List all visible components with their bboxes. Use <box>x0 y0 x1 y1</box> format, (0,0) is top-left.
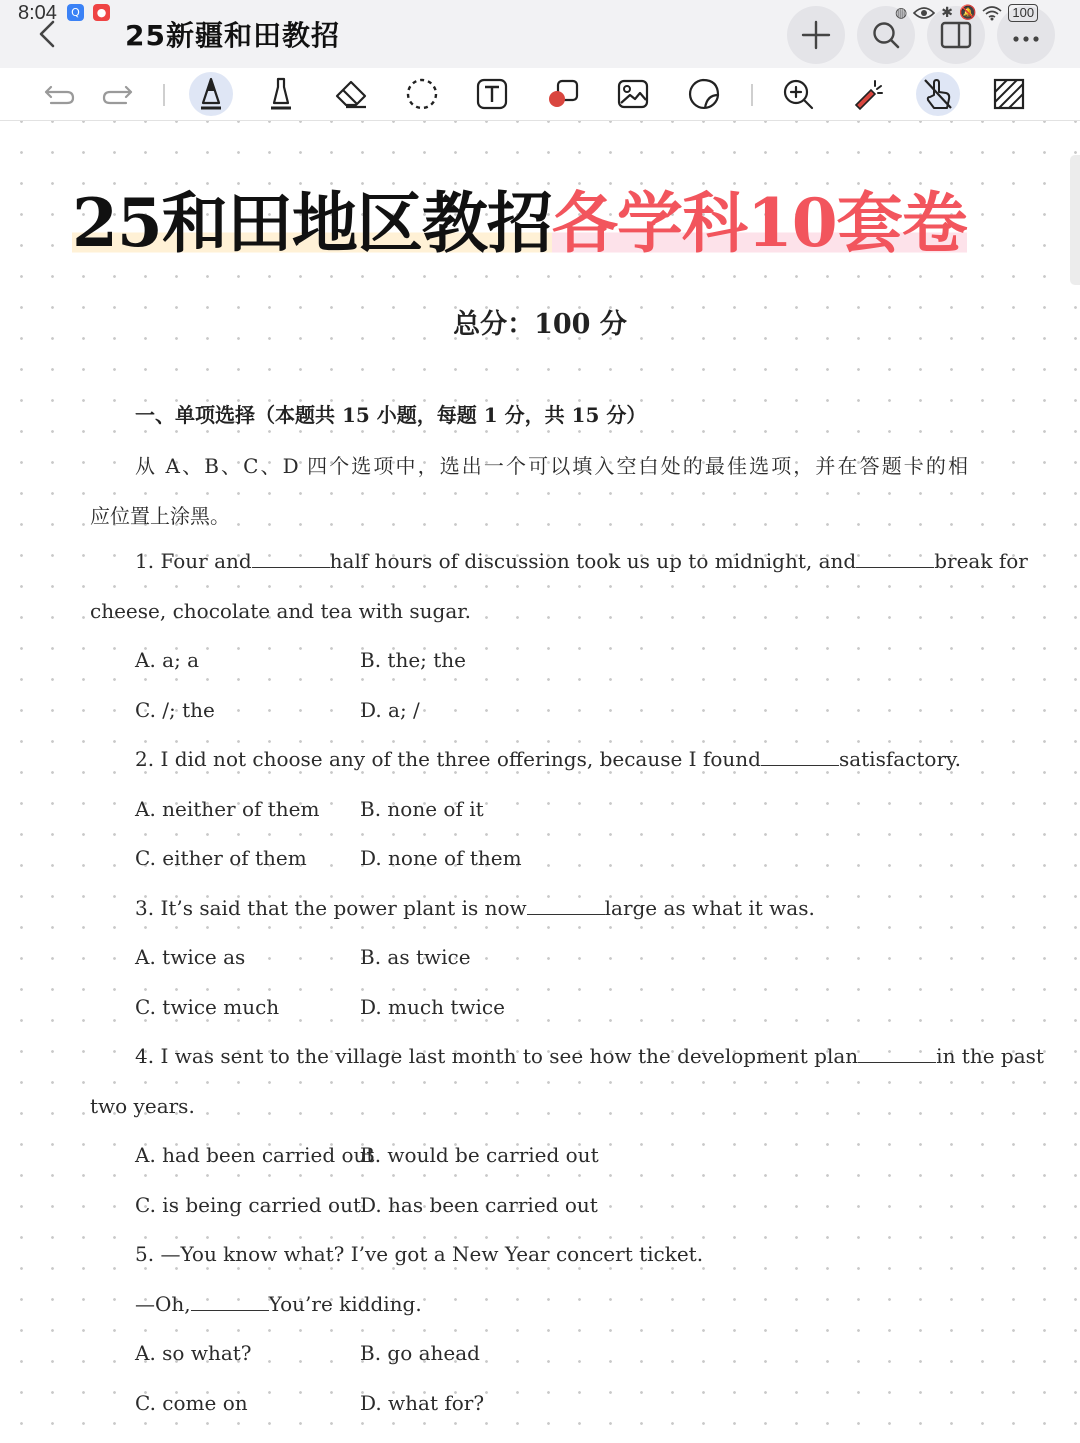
banner-title-red: 各学科10套卷 <box>551 184 967 262</box>
option-b: B. none of it <box>360 797 484 821</box>
option-c: C. come on <box>135 1391 248 1415</box>
question-text: half hours of discussion took us up to midnight, and <box>329 549 857 573</box>
answer-blank <box>761 747 839 766</box>
sticker-icon <box>687 77 721 111</box>
back-button[interactable] <box>28 14 68 54</box>
option-b: B. go ahead <box>360 1341 480 1365</box>
mute-icon: 🔕 <box>958 5 977 21</box>
undo-icon <box>43 82 75 106</box>
answer-blank <box>252 549 330 568</box>
option-b: B. the; the <box>360 648 467 672</box>
page-pattern-button[interactable] <box>987 72 1031 116</box>
answer-blank <box>527 896 605 915</box>
option-d: D. much twice <box>360 995 505 1019</box>
question-text: large as what it was. <box>604 896 815 920</box>
highlighter-tool-button[interactable] <box>259 72 303 116</box>
sticker-tool-button[interactable] <box>682 72 726 116</box>
split-view-icon <box>940 20 972 50</box>
image-icon <box>616 78 650 110</box>
option-a: A. so what? <box>135 1341 252 1365</box>
wifi-icon <box>982 5 1002 21</box>
option-c: C. either of them <box>135 846 307 870</box>
chevron-left-icon <box>35 19 61 49</box>
text-tool-button[interactable] <box>470 72 514 116</box>
zoom-tool-button[interactable] <box>776 72 820 116</box>
nfc-icon: ◍ <box>895 5 908 21</box>
eye-icon <box>913 6 935 20</box>
option-a: A. a; a <box>135 648 200 672</box>
question-5-text: 5. —You know what? I’ve got a New Year concert ticket. <box>135 1242 704 1266</box>
question-5-reply <box>135 1292 422 1316</box>
instruction-line: 从 A、B、C、D 四个选项中，选出一个可以填入空白处的最佳选项，并在答题卡的相 <box>135 454 968 478</box>
scrollbar-thumb[interactable] <box>1070 155 1080 285</box>
bluetooth-icon: ✱ <box>941 5 953 21</box>
pen-tool-button[interactable] <box>189 72 233 116</box>
battery-indicator: 100 <box>1008 4 1038 22</box>
promo-banner-title <box>72 170 967 260</box>
answer-blank <box>191 1292 269 1311</box>
question-1-text <box>135 549 1028 573</box>
add-button[interactable] <box>787 6 845 64</box>
option-a: A. twice as <box>135 945 246 969</box>
question-continuation: two years. <box>90 1094 195 1118</box>
eraser-tool-button[interactable] <box>329 72 373 116</box>
option-c: C. is being carried out <box>135 1193 361 1217</box>
option-c: C. twice much <box>135 995 280 1019</box>
option-a: A. had been carried out <box>135 1143 375 1167</box>
instruction-line: 应位置上涂黑。 <box>90 504 230 528</box>
pen-icon <box>198 77 224 111</box>
section-heading: 一、单项选择（本题共 15 小题，每题 1 分，共 15 分） <box>135 403 647 427</box>
shapes-tool-button[interactable] <box>541 72 585 116</box>
browser-app-icon: Q <box>67 4 84 21</box>
question-text: —Oh, <box>135 1292 191 1316</box>
redo-icon <box>102 82 134 106</box>
total-score: 总分：100 分 <box>453 309 627 340</box>
laser-pointer-icon <box>851 77 885 111</box>
question-text: satisfactory. <box>838 747 962 771</box>
question-text: 1. Four and <box>135 549 252 573</box>
option-d: D. a; / <box>360 698 420 722</box>
highlighter-icon <box>268 77 294 111</box>
system-status-icons <box>895 2 1038 24</box>
notification-app-icon: ● <box>93 4 110 21</box>
option-c: C. /; the <box>135 698 215 722</box>
option-b: B. as twice <box>360 945 471 969</box>
question-text: 4. I was sent to the village last month to see how the development plan <box>135 1044 859 1068</box>
toolbar-divider <box>751 84 753 106</box>
question-text: You’re kidding. <box>268 1292 422 1316</box>
option-b: B. would be carried out <box>360 1143 599 1167</box>
status-time: 8:04 <box>18 2 57 24</box>
question-2-text <box>135 747 961 771</box>
question-text: 2. I did not choose any of the three offerings, because I found <box>135 747 761 771</box>
banner-title-black: 25和田地区教招 <box>72 184 552 262</box>
touch-hand-icon <box>922 77 954 111</box>
lasso-icon <box>405 77 439 111</box>
plus-icon <box>800 19 832 51</box>
question-4-text <box>135 1044 1044 1068</box>
title-bar <box>0 0 1080 68</box>
redo-button[interactable] <box>96 72 140 116</box>
option-d: D. what for? <box>360 1391 485 1415</box>
option-d: D. none of them <box>360 846 522 870</box>
shapes-icon <box>546 77 580 111</box>
question-text: break for <box>934 549 1028 573</box>
eraser-icon <box>334 79 368 109</box>
answer-blank <box>858 1044 936 1063</box>
zoom-in-icon <box>781 77 815 111</box>
text-box-icon <box>475 77 509 111</box>
question-text: in the past <box>936 1044 1044 1068</box>
touch-mode-button[interactable] <box>916 72 960 116</box>
annotation-toolbar <box>0 68 1080 121</box>
question-continuation: cheese, chocolate and tea with sugar. <box>90 599 471 623</box>
undo-button[interactable] <box>37 72 81 116</box>
lasso-tool-button[interactable] <box>400 72 444 116</box>
toolbar-divider <box>163 84 165 106</box>
image-tool-button[interactable] <box>611 72 655 116</box>
answer-blank <box>856 549 934 568</box>
question-text: 3. It’s said that the power plant is now <box>135 896 527 920</box>
question-3-text <box>135 896 815 920</box>
option-d: D. has been carried out <box>360 1193 598 1217</box>
page-pattern-icon <box>992 77 1026 111</box>
laser-pointer-button[interactable] <box>846 72 890 116</box>
option-a: A. neither of them <box>135 797 320 821</box>
app-title: 25新疆和田教招 <box>125 19 340 52</box>
